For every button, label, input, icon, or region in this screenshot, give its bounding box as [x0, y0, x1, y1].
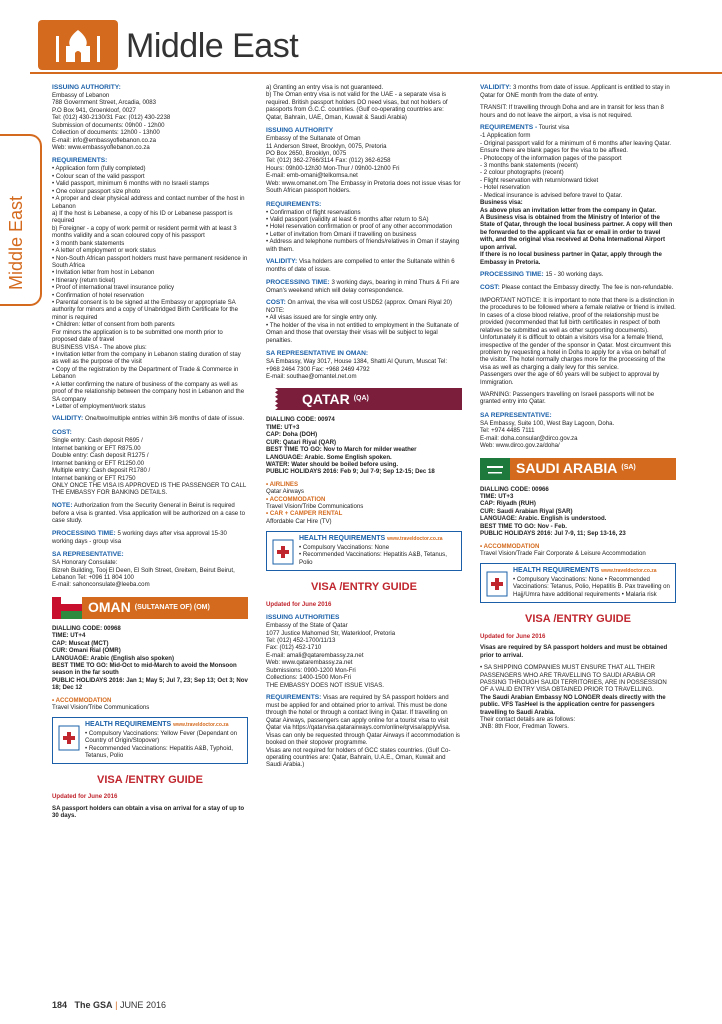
saudi-subname: (SA): [621, 464, 636, 472]
side-tab-label: Middle East: [6, 195, 26, 290]
lebanon-processing-text: 5 working days after visa approval 15-30 working days - group visa: [52, 529, 227, 545]
qatar-validity: [480, 84, 676, 99]
qatar-requirements: [266, 694, 462, 769]
saudi-country-name: [510, 458, 676, 480]
qatar-rep-text: SA Embassy, Suite 100, West Bay Lagoon, Doha. Tel: +974 4485 7111 E-mail: doha.consular@dirco.gov.za Web: www.dirco.gov.za/doha/: [480, 419, 615, 450]
oman-health-text: • Compulsory Vaccinations: Yellow Fever (Dependant on Country of Origin/Stopover) • Recommended Vaccinations: Hepatitis A&B, Typhoid, Tetanus, Polio: [85, 730, 238, 760]
qatar-warning: WARNING: Passengers travelling on Israeli passports will not be granted entry into Qatar.: [480, 391, 655, 406]
oman-visa-notes: a) Granting an entry visa is not guaranteed. b) The Oman entry visa is not valid for the UAE - a separate visa is required. British passport holders DO need visas, but not holders of passports from G.C.C. countries. (Gulf co-operating countries are: Qatar, Bahrain, UAE, Oman, Kuwait & Saudi Arabia): [266, 84, 448, 121]
lebanon-cost-text: Single entry: Cash deposit R695 / Internet banking or EFT R875.00 Double entry: Cash deposit R1275 / Internet banking or EFT R1250.00 Multiple entry: Cash deposit R1780 / Internet banking or EFT R1750 ONLY ONCE THE VISA IS APPROVED IS THE PASSENGER TO CALL THE EMBASSY FOR BANKING DETAILS.: [52, 437, 247, 497]
lebanon-rep-heading: SA REPRESENTATIVE:: [52, 551, 124, 559]
oman-health-title-text: HEALTH REQUIREMENTS: [85, 721, 172, 729]
oman-processing-text: 3 working days, bearing in mind Thurs & Fri are Oman's weekend which will delay correspondence.: [266, 278, 460, 294]
lebanon-processing: [52, 530, 248, 545]
oman-issuing-heading: ISSUING AUTHORITY: [266, 127, 334, 135]
saudi-health-text: • Compulsory Vaccinations: None • Recommended Vaccinations: Tetanus, Polio, Hepatitis B. Pax travelling on Hajj/Umra have additional requirements • Malaria risk: [513, 575, 670, 598]
saudi-accommodation-heading: • ACCOMMODATION: [480, 542, 540, 550]
qatar-requirements-text: Visas are required by SA passport holders and must be applied for and obtained prior to arrival. This must be done through the hotel or through a contact living in Qatar. If travelling on Qatar Airways, passengers can apply online for a tourist visa to visit Qatar via https://qatarvisa.qatarairways.com/online/qrvisa/applyVisa. Visas can only be requested through Qatar Airways if accommodation is booked on their stopover programme. Visas are not required for holders of GCC states countries. (Gulf Co-operating countries are: Qatar, Bahrain, U.A.E., Oman, Kuwait and Saudi Arabia.): [266, 693, 460, 769]
travel-doctor-icon: [271, 538, 295, 566]
page-header: [30, 20, 722, 72]
saudi-health-url: www.traveldoctor.co.za: [601, 568, 657, 575]
travel-doctor-icon: [485, 570, 509, 598]
oman-requirements-text: • Confirmation of flight reservations • Valid passport (validity at least 6 months after return to SA) • Hotel reservation confirmation or proof of any other accommodation • Letter of invitation from Omani if travelling on business • Address and telephone numbers of friends/relatives in Oman if staying with them.: [266, 208, 460, 253]
travel-doctor-icon: [57, 724, 81, 752]
lebanon-requirements-heading: REQUIREMENTS:: [52, 157, 108, 165]
column-1: [52, 84, 248, 819]
qatar-country-name: [296, 388, 462, 410]
saudi-country-bar: [480, 458, 676, 480]
qatar-updated: Updated for June 2016: [266, 600, 332, 608]
lebanon-issuing-text: Embassy of Lebanon 788 Government Street, Arcadia, 0083 P.O Box 941, Groenkloof, 0027 Tel: (012) 430-2130/31 Fax: (012) 430-2238 Submission of documents: 09h00 - 12h00 Collection of documents: 12h00 - 13h00 E-mail: info@embassyoflebanon.co.za Web: www.embassyoflebanon.co.za: [52, 92, 171, 151]
qatar-car-text: Affordable Car Hire (TV): [266, 517, 332, 525]
saudi-visa-title: VISA /ENTRY GUIDE: [525, 613, 631, 626]
saudi-shipping-notice: • SA SHIPPING COMPANIES MUST ENSURE THAT ALL THEIR PASSENGERS WHO ARE TRAVELLING TO SAUDI ARABIA OR PASSING THROUGH SAUDI TERRITORIES, ARE IN POSSESSION OF A VALID ENTRY VISA OBTAINED PRIOR TO TRAVELLING.: [480, 664, 667, 694]
oman-visa-intro: SA passport holders can obtain a visa on arrival for a stay of up to 30 days.: [52, 804, 245, 819]
qatar-subname: (QA): [353, 395, 369, 403]
oman-validity-text: Visa holders are compelled to enter the Sultanate within 6 months of date of issue.: [266, 258, 455, 274]
saudi-updated: Updated for June 2016: [480, 632, 546, 640]
lebanon-processing-heading: PROCESSING TIME:: [52, 529, 116, 537]
oman-accommodation-text: Travel Vision/Tribe Communications: [52, 704, 150, 712]
qatar-requirements-heading: REQUIREMENTS:: [266, 693, 322, 701]
page-footer: [52, 1000, 166, 1011]
oman-name: OMAN: [88, 599, 131, 616]
taj-mahal-logo-icon: [38, 20, 118, 70]
oman-country-bar: [52, 597, 248, 619]
saudi-health-title: [513, 567, 671, 576]
lebanon-validity-heading: VALIDITY:: [52, 415, 84, 423]
qatar-processing-heading: PROCESSING TIME:: [480, 270, 544, 278]
column-2: [266, 84, 462, 769]
oman-updated: Updated for June 2016: [52, 793, 118, 801]
saudi-health-box: [480, 563, 676, 603]
oman-subname: (SULTANATE OF) (OM): [134, 603, 210, 611]
qatar-car-heading: • CAR + CAMPER RENTAL: [266, 510, 343, 518]
saudi-vfs-notice: The Saudi Arabian Embassy NO LONGER deals directly with the public. VFS TasHeel is the application centre for passengers travelling to Saudi Arabia.: [480, 693, 666, 716]
qatar-rep-heading: SA REPRESENTATIVE:: [480, 411, 552, 419]
saudi-contact: Their contact details are as follows: JNB: 8th Floor, Fredman Towers.: [480, 716, 576, 731]
qatar-facts: DIALLING CODE: 00974 TIME: UT+3 CAP: Doha (DOH) CUR: Qatari Riyal (QAR) BEST TIME TO GO: Nov to March for milder weather LANGUAGE: Arabic. Some English spoken. WATER: Water should be boiled before using. PUBLIC HOLIDAYS 2016: Feb 9; Jul 7-9; Sep 12-15; Dec 18: [266, 416, 435, 476]
qatar-cost-text: Please contact the Embassy directly. The fee is non-refundable.: [501, 283, 674, 291]
saudi-health-title-text: HEALTH REQUIREMENTS: [513, 567, 600, 575]
oman-validity: [266, 258, 462, 273]
lebanon-validity-text: One/two/multiple entries within 3/6 months of date of issue.: [84, 415, 245, 423]
qatar-health-box: [266, 531, 462, 571]
oman-requirements-heading: REQUIREMENTS:: [266, 200, 322, 208]
qatar-health-title-text: HEALTH REQUIREMENTS: [299, 535, 386, 543]
oman-visa-title: VISA /ENTRY GUIDE: [97, 773, 203, 786]
qatar-req2-type: Tourist visa: [538, 124, 570, 132]
qatar-issuing-text: Embassy of the State of Qatar 1077 Justice Mahomed Str, Waterkloof, Pretoria Tel: (012) 452-1700/11/13 Fax: (012) 452-1710 E-mail: amali@qatarembassy.za.net Web: www.qatarembassy.za.net Submissions: 0900-1200 Mon-Fri Collections: 1400-1500 Mon-Fri THE EMBASSY DOES NOT ISSUE VISAS.: [266, 622, 396, 689]
oman-flag-icon: [52, 597, 82, 619]
oman-cost-text: On arrival, the visa will cost USD52 (approx. Omani Riyal 20) NOTE: • All visas issued are for single entry only. • The holder of the visa in not entitled to employment in the Sultanate of Oman and those that overstay their visas will be subject to legal penalties.: [266, 298, 459, 344]
footer-separator: |: [115, 1000, 118, 1010]
oman-country-name: [82, 597, 248, 619]
qatar-transit: TRANSIT: If travelling through Doha and are in transit for less than 8 hours and do not leave the airport, a visa is not required.: [480, 104, 664, 119]
qatar-tourist-requirements-heading: [480, 124, 676, 132]
qatar-health-url: www.traveldoctor.co.za: [387, 536, 443, 543]
footer-page-number: 184: [52, 1000, 68, 1010]
saudi-visa-intro: Visas are required by SA passport holders and must be obtained prior to arrival.: [480, 644, 668, 659]
oman-issuing-text: Embassy of the Sultanate of Oman 11 Anderson Street, Brooklyn, 0075, Pretoria PO Box 2650, Brooklyn, 0075 Tel: (012) 362-2766/3114 Fax: (012) 362-6258 Hours: 09h00-12h30 Mon-Thur / 09h00-12h00 Fri E-mail: emb-omani@telkomsa.net Web: www.omanet.om The Embassy in Pretoria does not issue visas for South African passport holders.: [266, 135, 461, 195]
saudi-accommodation-text: Travel Vision/Trade Fair Corporate & Leisure Accommodation: [480, 549, 646, 557]
qatar-health-title: [299, 535, 457, 544]
lebanon-requirements-text: • Application form (fully completed) • Colour scan of the valid passport • Valid passport, minimum 6 months with no Israeli stamps • One colour passport size photo • A proper and clear physical address and contact number of the host in Lebanon a) If the host is Lebanese, a copy of his ID or Lebanese passport is required b) Foreigner - a copy of work permit or resident permit with at least 3 months validity and a scan coloured copy of his passport • 3 month bank statements • A letter of employment or work status • Non-South African passport holders must have permanent residence in South Africa • Invitation letter from host in Lebanon • Itinerary (return ticket) • Proof of international travel insurance policy • Confirmation of hotel reservation • Parental consent is to be signed at the Embassy or appropriate SA authority for minors and a copy of Unabridged Birth Certificate for the minor is required • Children: letter of consent from both parents For minors the application is to be submitted one month prior to proposed date of travel BUSINESS VISA - The above plus: • Invitation letter from the company in Lebanon stating duration of stay as well as the purpose of the visit • Copy of the registration by the Department of Trade & Commerce in Lebanon • A letter confirming the nature of business of the company as well as proof of the relationship between the company host in Lebanon and the SA company • Letter of employment/work status: [52, 165, 248, 410]
qatar-health-text: • Compulsory Vaccinations: None • Recommended Vaccinations: Hepatitis A&B, Tetanus, Polio: [299, 543, 447, 566]
oman-rep-heading: SA REPRESENTATIVE IN OMAN:: [266, 350, 369, 358]
qatar-business-visa: Business visa: As above plus an invitation letter from the company in Qatar. A Business visa is obtained from the Ministry of Interior of the State of Qatar, through the local business partner. A copy will then be forwarded to the applicant via fax or email in order to travel with, and the original visa received at Doha International Airport upon arrival. If there is no local business partner in Qatar, apply through the Embassy in Pretoria.: [480, 199, 673, 266]
saudi-facts: DIALLING CODE: 00966 TIME: UT+3 CAP: Riyadh (RUH) CUR: Saudi Arabian Riyal (SAR) LANGUAGE: Arabic. English is understood. BEST TIME TO GO: Nov - Feb. PUBLIC HOLIDAYS 2016: Jul 7-9, 11; Sep 13-16, 23: [480, 485, 626, 538]
footer-publication: The GSA: [74, 1000, 113, 1010]
qatar-cost: [480, 284, 676, 292]
lebanon-cost-heading: COST:: [52, 429, 72, 437]
oman-validity-heading: VALIDITY:: [266, 258, 298, 266]
qatar-tourist-requirements: -1 Application form - Original passport valid for a minimum of 6 months after leaving Qatar. Ensure there are blank pages for the visa to be affixed. - Photocopy of the information pages of the passport - 3 months bank statements (recent) - 2 colour photographs (recent) - Flight reservation with return/onward ticket - Hotel reservation - Medical insurance is advised before travel to Qatar.: [480, 132, 672, 199]
oman-processing: [266, 279, 462, 294]
oman-facts: DIALLING CODE: 00968 TIME: UT+4 CAP: Muscat (MCT) CUR: Omani Rial (OMR) LANGUAGE: Arabic (English also spoken) BEST TIME TO GO: Mid-Oct to mid-March to avoid the Monsoon season in the far south PUBLIC HOLIDAYS 2016: Jan 1; May 5; Jul 7, 23; Sep 13; Oct 3; Nov 18; Dec 12: [52, 624, 248, 692]
qatar-airlines-heading: • AIRLINES: [266, 480, 299, 488]
lebanon-note: [52, 502, 248, 525]
column-3: [480, 84, 676, 731]
qatar-processing: [480, 271, 676, 279]
qatar-issuing-heading: ISSUING AUTHORITIES: [266, 614, 340, 622]
oman-cost: [266, 299, 462, 344]
page-title: Middle East: [126, 27, 299, 65]
oman-health-url: www.traveldoctor.co.za: [173, 722, 229, 729]
qatar-accommodation-heading: • ACCOMMODATION: [266, 495, 326, 503]
qatar-accommodation-text: Travel Vision/Tribe Communications: [266, 503, 364, 511]
lebanon-validity: [52, 415, 248, 423]
qatar-req2-heading: REQUIREMENTS -: [480, 124, 538, 132]
header-divider: [30, 72, 722, 74]
oman-health-box: [52, 717, 248, 763]
footer-date: JUNE 2016: [119, 1000, 166, 1010]
oman-cost-heading: COST:: [266, 298, 286, 306]
lebanon-note-text: Authorization from the Security General in Beirut is required before a visa is granted. Visa application will be authorized on a case to case study.: [52, 501, 245, 525]
qatar-important-notice: IMPORTANT NOTICE: It is important to note that there is a distinction in the procedures to be followed where a female relative or friend is invited. In cases of a close blood relative, proof of the relationship must be provided (recommended that full birth certificates in respect of both relatives be submitted as well as other supporting documents). Unfortunately it is difficult to obtain a visitors visa for a female friend, irrespective of the gender of the sponsor in Qatar. Most circumvent this problem by requesting a hotel in Doha to apply for a visa on behalf of the visitor. The hotel normally charges more for the processing of the visa as well as charging a daily levy for this service. Passengers over the age of 60 years will be subject to approval by Immigration.: [480, 296, 676, 386]
oman-processing-heading: PROCESSING TIME:: [266, 278, 330, 286]
oman-rep-text: SA Embassy, Way 3017, House 1384, Shatti Al Qurum, Muscat Tel: +968 2464 7300 Fax: +968 2469 4792 E-mail: southae@omantel.net.om: [266, 358, 448, 380]
saudi-flag-icon: [480, 458, 510, 480]
qatar-name: QATAR: [302, 390, 350, 407]
qatar-airlines-text: Qatar Airways: [266, 488, 304, 496]
qatar-cost-heading: COST:: [480, 283, 500, 291]
oman-accommodation-heading: • ACCOMMODATION: [52, 696, 112, 704]
qatar-validity-heading: VALIDITY:: [480, 84, 512, 91]
oman-health-title: [85, 721, 243, 730]
side-section-tab: [0, 134, 42, 306]
lebanon-rep-text: SA Honorary Consulate: Bizreh Building, Tooj El Deen, El Solh Street, Greitem, Beirut Beirut, Lebanon Tel: +096 11 804 100 E-mail: sahonconsulate@leeba.com: [52, 559, 235, 589]
qatar-validity-text: 3 months from date of issue. Applicant is entitled to stay in Qatar for ONE month from the date of entry.: [480, 84, 670, 100]
qatar-visa-title: VISA /ENTRY GUIDE: [311, 581, 417, 594]
lebanon-note-heading: NOTE:: [52, 501, 73, 509]
qatar-country-bar: [266, 388, 462, 410]
qatar-flag-icon: [266, 388, 296, 410]
lebanon-issuing-heading: ISSUING AUTHORITY:: [52, 84, 121, 91]
qatar-processing-text: 15 - 30 working days.: [545, 270, 604, 278]
saudi-name: SAUDI ARABIA: [516, 460, 618, 477]
